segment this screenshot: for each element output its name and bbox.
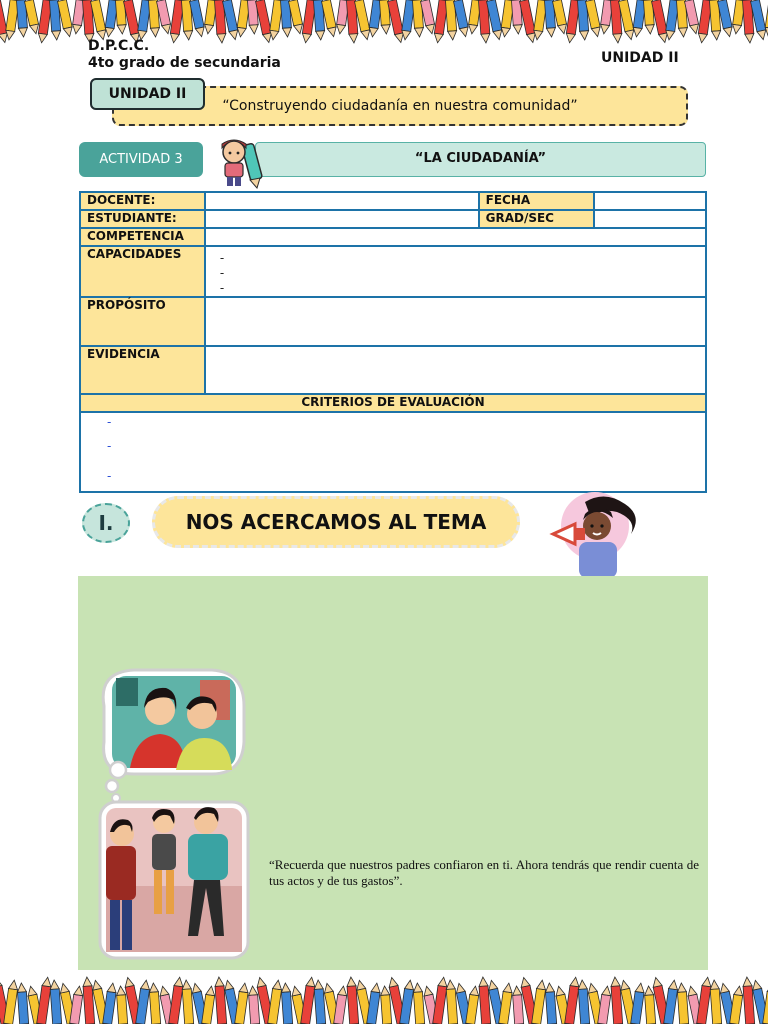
- competencia-label: COMPETENCIA: [80, 228, 205, 246]
- pencil-icon: [433, 977, 448, 1024]
- section-number: I.: [82, 503, 130, 543]
- capacidad-item: -: [219, 266, 225, 280]
- unit-tag: UNIDAD II: [90, 78, 205, 110]
- pencil-icon: [50, 980, 62, 1024]
- pencil-icon: [400, 980, 415, 1024]
- pencil-icon: [214, 977, 226, 1024]
- activity-tag: ACTIVIDAD 3: [79, 142, 203, 177]
- section-title: NOS ACERCAMOS AL TEMA: [152, 496, 520, 548]
- docente-label: DOCENTE:: [80, 192, 205, 210]
- pencil-icon: [610, 977, 622, 1024]
- pencil-icon: [149, 983, 161, 1024]
- grade-label: 4to grado de secundaria: [88, 55, 281, 71]
- org-label: D.P.C.C.: [88, 38, 150, 54]
- pencil-icon: [37, 977, 52, 1024]
- family-conversation-illustration: [94, 666, 254, 966]
- proposito-field[interactable]: [205, 297, 706, 346]
- unit-title: “Construyendo ciudadanía en nuestra comunidad”: [222, 98, 578, 114]
- capacidades-field[interactable]: [205, 246, 706, 297]
- pencil-icon: [677, 983, 689, 1024]
- pencil-icon: [532, 980, 547, 1024]
- capacidad-item: -: [219, 281, 225, 295]
- pencil-icon: [82, 977, 94, 1024]
- grad-sec-field[interactable]: [594, 210, 706, 228]
- unit-label-right: UNIDAD II: [601, 50, 679, 66]
- intro-quote: “Recuerda que nuestros padres confiaron en ti. Ahora tendrás que rendir cuenta de tus actos y de tus gastos”.: [269, 857, 699, 888]
- fecha-field[interactable]: [594, 192, 706, 210]
- bottom-pencil-border: [0, 976, 768, 1024]
- pencil-icon: [578, 980, 590, 1024]
- pencil-icon: [710, 980, 722, 1024]
- girl-with-megaphone-icon: [545, 490, 645, 582]
- pencil-icon: [268, 980, 283, 1024]
- activity-info-table: [79, 191, 707, 493]
- pencil-icon: [281, 983, 293, 1024]
- competencia-field[interactable]: [205, 228, 706, 246]
- criterio-item: -: [107, 469, 112, 483]
- pencil-icon: [314, 980, 326, 1024]
- grad-sec-label: GRAD/SEC: [479, 210, 595, 228]
- pencil-icon: [664, 980, 679, 1024]
- pencil-icon: [4, 980, 19, 1024]
- fecha-label: FECHA: [479, 192, 595, 210]
- document-header: [88, 38, 281, 72]
- pencil-icon: [136, 980, 151, 1024]
- evidencia-field[interactable]: [205, 346, 706, 394]
- criterio-item: -: [107, 415, 112, 429]
- activity-title: “LA CIUDADANÍA”: [255, 142, 706, 177]
- pencil-icon: [17, 983, 29, 1024]
- docente-field[interactable]: [205, 192, 479, 210]
- pencil-icon: [545, 983, 557, 1024]
- pencil-icon: [446, 980, 458, 1024]
- evidencia-label: EVIDENCIA: [80, 346, 205, 394]
- estudiante-label: ESTUDIANTE:: [80, 210, 205, 228]
- pencil-icon: [182, 980, 194, 1024]
- estudiante-field[interactable]: [205, 210, 479, 228]
- pencil-icon: [697, 977, 712, 1024]
- pencil-icon: [346, 977, 358, 1024]
- pencil-icon: [169, 977, 184, 1024]
- criterios-header: CRITERIOS DE EVALUACIÓN: [80, 394, 706, 412]
- child-with-pencil-icon: [212, 136, 268, 194]
- criterios-field[interactable]: [80, 412, 706, 492]
- pencil-icon: [565, 977, 580, 1024]
- pencil-icon: [301, 977, 316, 1024]
- proposito-label: PROPÓSITO: [80, 297, 205, 346]
- pencil-icon: [742, 977, 754, 1024]
- pencil-icon: [478, 977, 490, 1024]
- criterio-item: -: [107, 439, 112, 453]
- capacidad-item: -: [219, 251, 225, 265]
- capacidades-label: CAPACIDADES: [80, 246, 205, 297]
- pencil-icon: [413, 983, 425, 1024]
